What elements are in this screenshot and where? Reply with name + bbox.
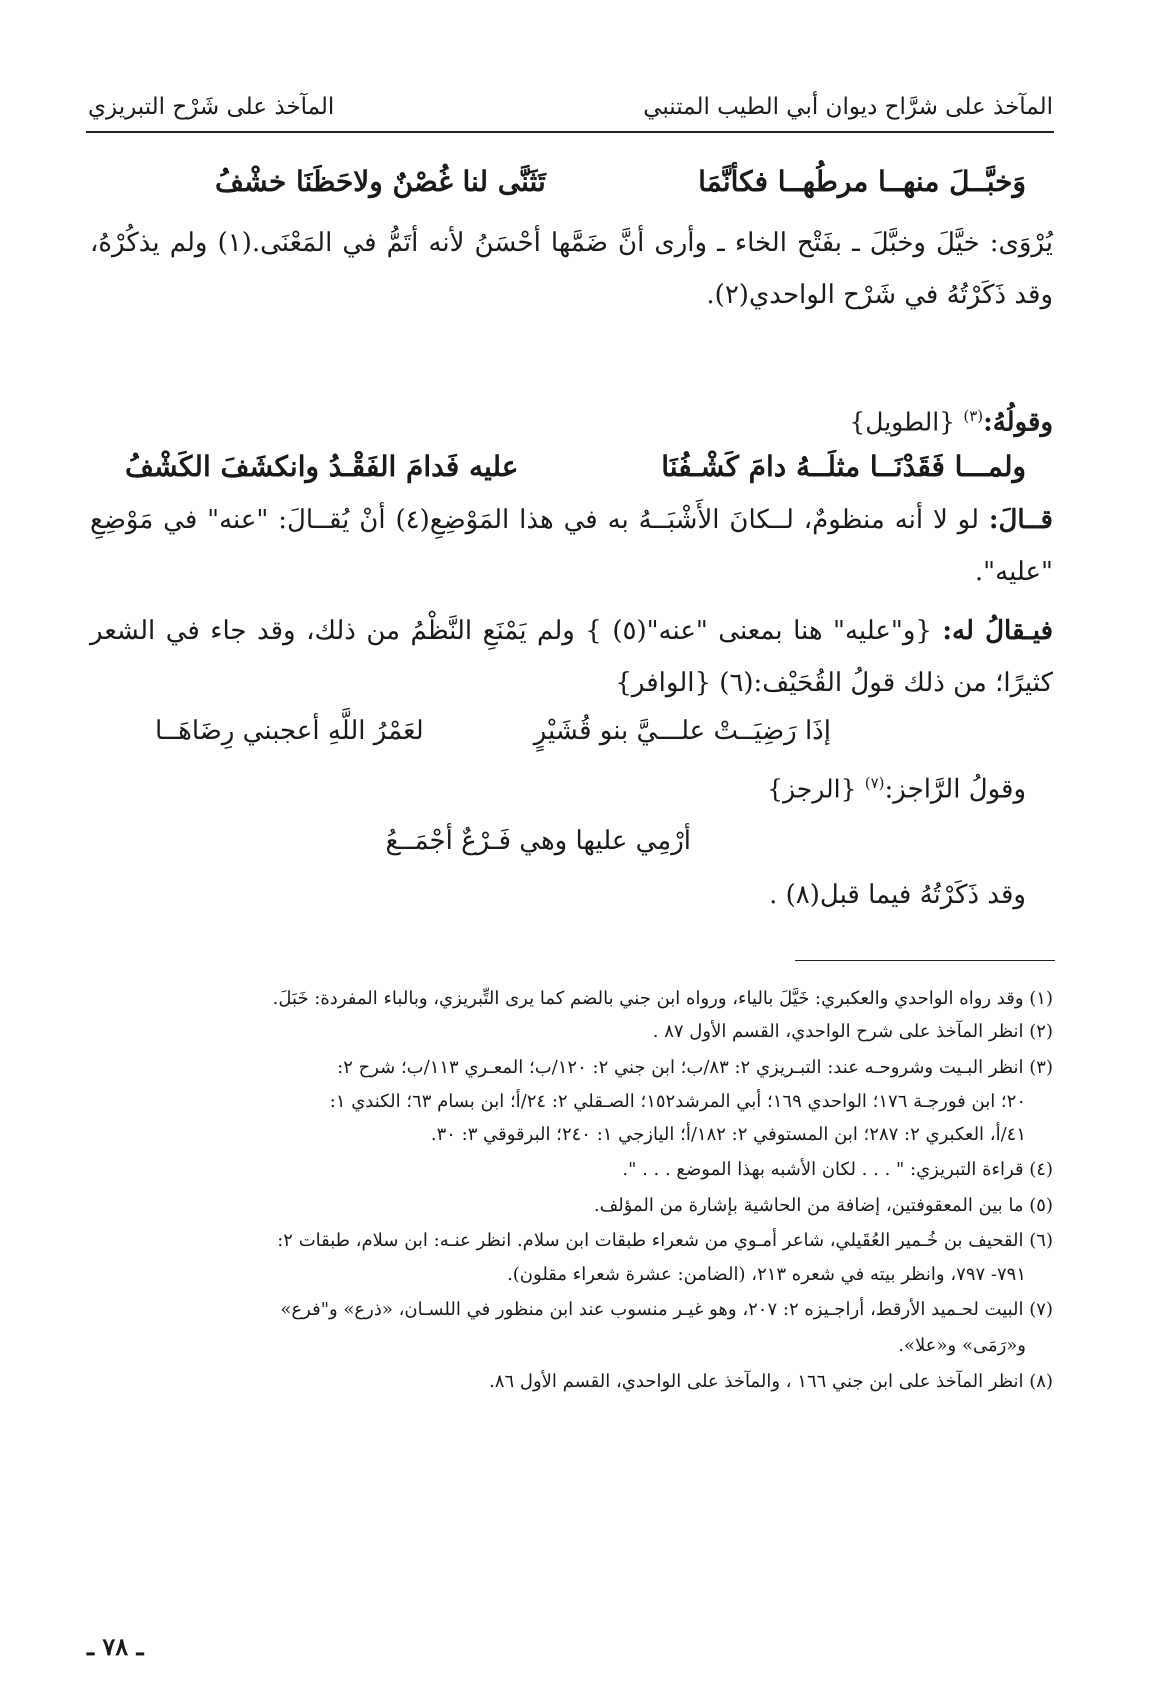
running-header-book-title: المآخذ على شرَّاح ديوان أبي الطيب المتنبي [643,94,1053,120]
rajaz-intro-line [767,774,1026,805]
header-rule [86,131,1054,133]
verse-1-hemistich-2: تَثَنَّى لنا غُصْنٌ ولاحَظَنَا خشْفُ [215,165,546,198]
commentary-paragraph-3 [90,605,1053,709]
footnote-3-continued-b: ٤١/أ، العكبري ٢: ٢٨٧؛ ابن المستوفي ٢: ١٨٢/أ؛ اليازجي ١: ٢٤٠؛ البرقوقي ٣: ٣٠. [430,1124,1026,1145]
footnote-6: (٦) القحيف بن خُـمير العُقَيلي، شاعر أمـوي من شعراء طبقات ابن سلام. انظر عنـه: ابن سلام، طبقات ٢: [277,1230,1053,1251]
quote-heading-2 [849,407,1053,438]
verse-3-hemistich-1: إذَا رَضِيَــتْ علـــيَّ بنو قُشَيْرٍ [533,716,831,746]
verse-3-hemistich-2: لعَمْرُ اللَّهِ أعجبني رِضَاهَــا [155,716,424,746]
running-header-chapter-title: المآخذ على شَرْح التبريزي [88,94,335,120]
footnote-7-continued: و«رَمَى» و«علا». [898,1335,1026,1356]
quote-heading-lead: وقولُهُ: [983,407,1053,438]
paragraph-lead: قــالَ: [988,505,1053,535]
paragraph-text: لو لا أنه منظومٌ، لــكانَ الأَشْبَــهُ به في هذا المَوْضِعِ(٤) أنْ يُقــالَ: "عنه" في مَوْضِعِ "عليه". [90,505,1053,587]
rajaz-intro-text: وقولُ الرَّاجز: [884,774,1026,805]
verse-4: أرْمِي عليها وهي فَـرْعٌ أجْمَــعُ [385,826,691,856]
footnote-4: (٤) قراءة التبريزي: " . . . لكان الأشبه بهذا الموضع . . . ". [622,1159,1053,1180]
footnote-ref: (٣) [963,407,984,425]
closing-line: وقد ذَكَرْتُهُ فيما قبل(٨) . [769,880,1026,910]
footnote-5: (٥) ما بين المعقوفتين، إضافة من الحاشية بإشارة من المؤلف. [593,1195,1053,1216]
footnote-8: (٨) انظر المآخذ على ابن جني ١٦٦ ، والمآخذ على الواحدي، القسم الأول ٨٦. [489,1371,1053,1392]
commentary-paragraph-2 [90,494,1053,598]
verse-1-hemistich-1: وَخبَّــلَ منهــا مرطُهــا فكأنَّمَا [698,165,1026,198]
commentary-paragraph-1: يُرْوَى: خيَّلَ وخبَّلَ ـ بفَتْح الخاء ـ وأرى أنَّ ضَمَّها أحْسَنُ لأنه أتَمُّ في المَعْنَى.(١) ولم يذكُرْهُ، وقد ذَكَرْتُهُ في شَرْح الواحدي(٢). [90,228,1053,310]
meter-label: {الرجز} [767,774,857,804]
footnote-2: (٢) انظر المآخذ على شرح الواحدي، القسم الأول ٨٧ . [652,1021,1053,1042]
verse-2-hemistich-1: ولمـــا فَقَدْنَــا مثلَــهُ دامَ كَشْـفُنَا [661,450,1026,483]
verse-2-hemistich-2: عليه فَدامَ الفَقْـدُ وانكشَفَ الكَشْفُ [125,450,519,483]
footnote-rule [795,960,1055,961]
paragraph-lead: فيـقالُ له: [942,616,1053,646]
footnote-7: (٧) البيت لحـميد الأرقط، أراجـيزه ٢: ٢٠٧، وهو غيـر منسوب عند ابن منظور في اللسـان، «ذرع» و"فرع» [280,1299,1053,1320]
footnote-3-continued-a: ٢٠؛ ابن فورجـة ١٧٦؛ الواحدي ١٦٩؛ أبي المرشد١٥٢؛ الصـقلي ٢: ٢٤/أ؛ ابن بسام ٦٣؛ الكندي ١: [329,1091,1026,1112]
paragraph-text: {و"عليه" هنا بمعنى "عنه"(٥) } ولم يَمْنَعِ النَّظْمُ من ذلك، وقد جاء في الشعر كثيرًا؛ من ذلك قولُ القُحَيْف:(٦) {الوافر} [90,616,1053,698]
footnote-6-continued: ٧٩١- ٧٩٧، وانظر بيته في شعره ٢١٣، (الضامن: عشرة شعراء مقلون). [507,1264,1026,1285]
footnote-1: (١) وقد رواه الواحدي والعكبري: خَيَّلَ بالياء، ورواه ابن جني بالضم كما يرى التِّبريزي، وبالباء المفردة: خَبَلَ. [272,988,1053,1009]
footnote-ref: (٧) [864,774,885,792]
footnote-3: (٣) انظر البـيت وشروحـه عند: التبـريزي ٢: ٨٣/ب؛ ابن جني ٢: ١٢٠/ب؛ المعـري ١١٣/ب؛ شرح ٢: [337,1057,1053,1078]
meter-label: {الطويل} [849,407,956,437]
page-number: ـ ٧٨ ـ [87,1632,144,1661]
